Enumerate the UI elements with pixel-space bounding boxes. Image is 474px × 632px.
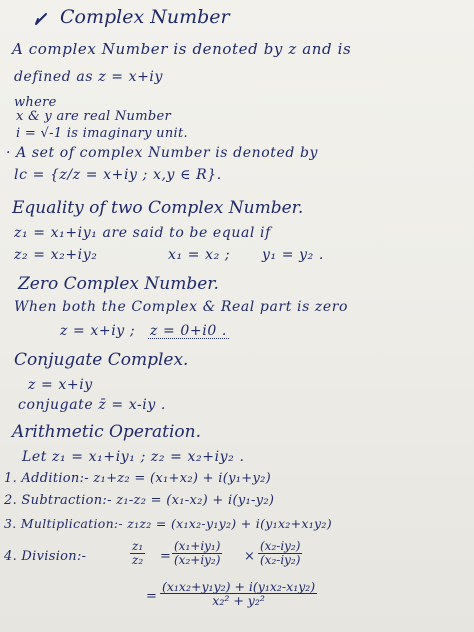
division-label: 4. Division:-	[4, 549, 87, 564]
equality-line-1: z₁ = x₁+iy₁ are said to be equal if	[14, 225, 271, 241]
definition-line-2: defined as z = x+iy	[14, 69, 164, 85]
division-result-equals: =	[146, 589, 158, 604]
equality-line-2c: y₁ = y₂ .	[262, 247, 324, 263]
set-line-2: lc = {z/z = x+iy ; x,y ∈ R}.	[14, 167, 222, 183]
division-result-numerator: (x₁x₂+y₁y₂) + i(y₁x₂-x₁y₂)	[162, 579, 316, 594]
zero-line-2b: z = 0+i0 .	[150, 323, 227, 339]
arithmetic-let-line: Let z₁ = x₁+iy₁ ; z₂ = x₂+iy₂ .	[22, 449, 245, 465]
xy-real-line: x & y are real Number	[16, 109, 171, 124]
conjugate-line-2: conjugate z̄ = x-iy .	[18, 397, 166, 413]
zero-line-1: When both the Complex & Real part is zero	[14, 299, 349, 315]
equality-line-2b: x₁ = x₂ ;	[168, 247, 231, 263]
where-label: where	[14, 95, 57, 110]
page-title: Complex Number	[60, 6, 230, 28]
subtraction-line: 2. Subtraction:- z₁-z₂ = (x₁-x₂) + i(y₁-y₂)	[4, 493, 275, 508]
set-line-1: · A set of complex Number is denoted by	[6, 145, 319, 161]
conjugate-heading: Conjugate Complex.	[14, 350, 189, 370]
division-equals: =	[160, 549, 172, 564]
division-times: ×	[244, 549, 256, 564]
division-second-numerator: (x₂-iy₂)	[260, 539, 301, 553]
multiplication-line: 3. Multiplication:- z₁z₂ = (x₁x₂-y₁y₂) + i(y₁x₂+x₁y₂)	[4, 516, 332, 531]
division-first-numerator: (x₁+iy₁)	[174, 539, 221, 553]
division-z-fraction	[130, 540, 145, 566]
division-result-denominator: x₂² + y₂²	[212, 593, 265, 609]
division-second-denominator: (x₂-iy₂)	[260, 552, 301, 567]
zero-heading: Zero Complex Number.	[18, 274, 219, 294]
division-z-numerator: z₁	[132, 539, 144, 553]
arithmetic-heading: Arithmetic Operation.	[12, 422, 201, 442]
division-first-denominator: (x₂+iy₂)	[174, 552, 221, 567]
division-z-denominator: z₂	[132, 552, 144, 567]
addition-line: 1. Addition:- z₁+z₂ = (x₁+x₂) + i(y₁+y₂)	[4, 471, 271, 486]
equality-heading: Equality of two Complex Number.	[12, 198, 304, 218]
division-result-fraction	[160, 580, 317, 607]
conjugate-line-1: z = x+iy	[28, 377, 93, 393]
definition-line-1: A complex Number is denoted by z and is	[12, 40, 352, 58]
imaginary-unit-line: i = √-1 is imaginary unit.	[16, 126, 188, 141]
division-second-fraction	[258, 540, 302, 566]
equality-line-2a: z₂ = x₂+iy₂	[14, 247, 98, 263]
division-first-fraction	[172, 540, 222, 566]
zero-line-2a: z = x+iy ;	[60, 323, 136, 339]
